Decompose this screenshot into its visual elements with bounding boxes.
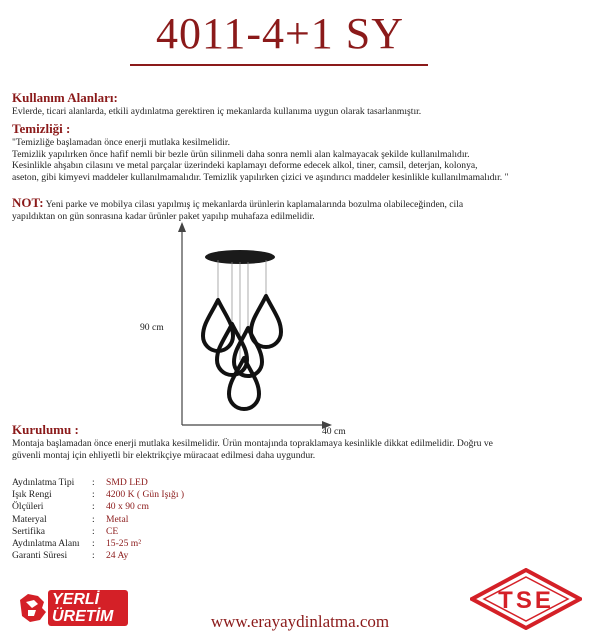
- usage-text-line: Evlerde, ticari alanlarda, etkili aydınlatma gerektiren iç mekanlarda kullanıma uygun olarak tasarlanmıştır.: [12, 106, 422, 117]
- spec-row: [12, 550, 184, 562]
- spec-row: [12, 501, 184, 513]
- cleaning-line: Temizlik yapılırken önce hafif nemli bir bezle ürün silinmeli daha sonra nemli alan kalmayacak şekilde kullanılmalıdır.: [12, 148, 470, 160]
- spec-colon: :: [92, 477, 95, 488]
- height-arrow-head: [178, 222, 186, 232]
- width-label: 40 cm: [322, 426, 346, 437]
- hand-icon: [20, 594, 46, 622]
- ceiling-canopy: [205, 250, 275, 264]
- spec-label: Sertifika: [12, 525, 46, 537]
- spec-value: 4200 K ( Gün Işığı ): [106, 489, 185, 501]
- spec-colon: :: [92, 537, 95, 549]
- spec-colon: :: [92, 525, 95, 537]
- spec-row: [12, 526, 184, 538]
- note-line-2: yapıldıktan on gün sonrasına kadar ürünler paket yapılıp muhafaza edilmelidir.: [12, 210, 315, 222]
- spec-value: 24 Ay: [106, 550, 129, 562]
- spec-row: [12, 489, 184, 501]
- teardrop-ring: [203, 300, 233, 351]
- cleaning-line: "Temizliğe başlamadan önce enerji mutlaka kesilmelidir.: [12, 137, 230, 148]
- note-heading: NOT:: [12, 195, 44, 210]
- installation-heading: Kurulumu :: [12, 422, 79, 437]
- cleaning-heading: Temizliği :: [12, 121, 71, 136]
- product-diagram: [130, 220, 360, 430]
- spec-label: Aydınlatma Alanı: [12, 537, 80, 549]
- tse-logo: [470, 568, 582, 630]
- spec-colon: :: [92, 489, 95, 501]
- website-link[interactable]: www.erayaydinlatma.com: [210, 612, 390, 631]
- spec-value: 15-25 m²: [106, 537, 142, 549]
- installation-line-1: Montaja başlamadan önce enerji mutlaka kesilmelidir. Ürün montajında topraklamaya kesinlikle dikkat edilmelidir. Doğru ve: [12, 438, 493, 449]
- spec-colon: :: [92, 513, 95, 525]
- tse-text: TSE: [498, 587, 554, 614]
- spec-label: Ölçüleri: [12, 501, 44, 513]
- installation-text: [12, 438, 493, 461]
- title-underline: [130, 64, 428, 66]
- yerli-uretim-badge: [18, 588, 130, 628]
- cleaning-line: Kesinlikle ahşabın cilasını ve metal parçalar üzerindeki kaplamayı deforme edecek alkol, tiner, camsil, deterjan, kolonya,: [12, 160, 478, 172]
- spec-colon: :: [92, 550, 95, 562]
- note-line-1: Yeni parke ve mobilya cilası yapılmış iç mekanlarda ürünlerin kaplamalarında bozulma olabileceğinden, cila: [45, 199, 464, 210]
- spec-row: [12, 514, 184, 526]
- spec-row: [12, 477, 184, 489]
- teardrop-rings: [203, 296, 281, 409]
- product-title: 4011-4+1 SY: [155, 9, 405, 58]
- note-block: [12, 196, 463, 222]
- height-label: 90 cm: [140, 322, 164, 333]
- spec-label: Garanti Süresi: [12, 550, 68, 562]
- spec-label: Materyal: [12, 513, 47, 525]
- spec-list: [12, 477, 184, 562]
- installation-line-2: güvenli montaj için ehliyetli bir elektrikçiye müracaat edilmesi daha uygundur.: [12, 449, 316, 461]
- spec-value: SMD LED: [106, 477, 148, 488]
- usage-text: [12, 106, 421, 118]
- spec-value: CE: [106, 525, 119, 537]
- spec-colon: :: [92, 501, 95, 513]
- badge-line-2: ÜRETİM: [52, 608, 114, 625]
- cleaning-line: aseton, gibi kimyevi maddeler kullanılmamalıdır. Temizlik yapılırken çizici ve aşındırıcı maddeler kesinlikle kullanılmamalıdır. ": [12, 171, 509, 183]
- spec-label: Işık Rengi: [12, 489, 52, 501]
- usage-heading: Kullanım Alanları:: [12, 90, 118, 105]
- spec-value: 40 x 90 cm: [106, 501, 149, 513]
- spec-label: Aydınlatma Tipi: [12, 477, 75, 488]
- spec-row: [12, 538, 184, 550]
- spec-value: Metal: [106, 513, 129, 525]
- cleaning-text: [12, 137, 508, 183]
- badge-line-1: YERLİ: [52, 591, 100, 608]
